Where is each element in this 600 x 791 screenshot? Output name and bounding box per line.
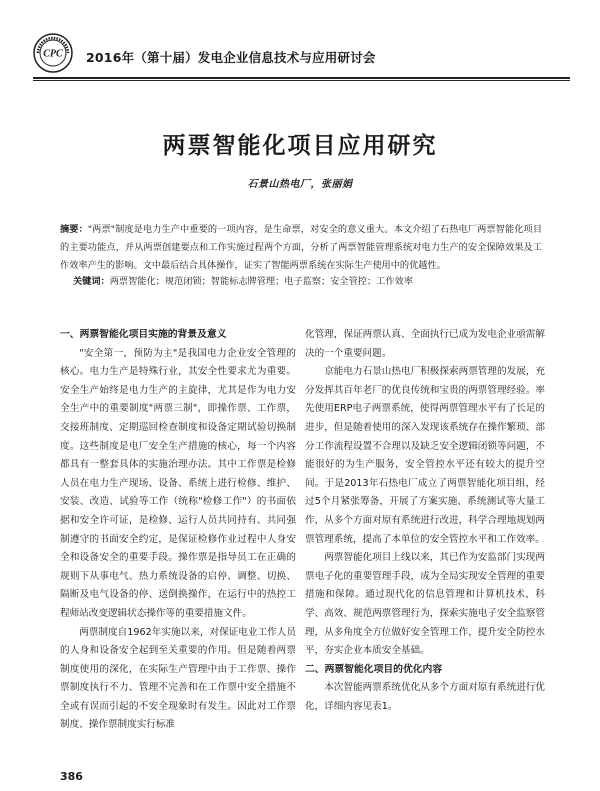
section-2-paragraph-1: 本次智能两票系统优化从多个方面对原有系统进行优化，详细内容见表1。 bbox=[305, 682, 545, 712]
section-1-paragraph-2: 两票制度自1962年实施以来，对保证电业工作人员的人身和设备安全起到至关重要的作用。但是随着两票制度使用的深化，在实际生产管理中由于工作票、操作票制度执行不力、管理不完善和在工作票中安全措施不全或有误而引起的不安全现象时有发生。因此对工作票制度、操作票制度实行标准 bbox=[60, 626, 296, 731]
article-title: 两票智能化项目应用研究 bbox=[162, 133, 438, 159]
header-divider bbox=[33, 77, 570, 79]
conference-logo-mark bbox=[33, 33, 73, 73]
left-column bbox=[60, 326, 296, 735]
abstract-text: "两票"制度是电力生产中重要的一项内容，是生命票，对安全的意义重大。本文介绍了石热电厂两票智能化项目的主要功能点，并从两票创建要点和工作实施过程两个方面，分析了两票智能管理系统对电力生产的安全保障效果及工作效率产生的影响。文中最后结合具体操作，证实了智能两票系统在实际生产使用中的优越性。 bbox=[60, 224, 543, 271]
section-1-paragraph-1: "安全第一，预防为主"是我国电力企业安全管理的核心。电力生产是特殊行业，其安全性要求尤为重要。安全生产始终是电力生产的主旋律，尤其是作为电力安全生产中的重要制度"两票三制"，即操作票、工作票，交接班制度、定期巡回检查制度和设备定期试验切换制度。这些制度是电厂安全生产措施的核心，每一个内容都具有一整套具体的实施治理办法。其中工作票是检修人员在电力生产现场、设备、系统上进行检修、维护、安装、改造、试验等工作（统称"检修工作"）的书面依据和安全许可证，是检修、运行人员共同持有、共同强制遵守的书面安全约定，是保证检修作业过程中人身安全和设备安全的重要手段。操作票是指导员工在正确的规则下从事电气、热力系统设备的启停、调整、切换、隔断及电气设备的停、送倒换操作，在运行中的热控工程师站改变逻辑状态操作等的重要措施文件。 bbox=[60, 347, 296, 619]
right-paragraph-2: 两票智能化项目上线以来，其已作为安监部门实现两票电子化的重要管理手段，成为全局实现安全管理的重要措施和保障。通过现代化的信息管理和计算机技术，科学、高效、规范两票管理行为，探索实施电子安全监察管理，从多角度全方位做好安全管理工作，提升安全防控水平，夯实企业本质安全基础。 bbox=[305, 552, 545, 657]
conference-logo bbox=[33, 33, 73, 73]
keywords-text: 两票智能化；规范闭锁；智能标志牌管理；电子监察；安全管控；工作效率 bbox=[109, 276, 413, 287]
keywords-label: 关键词： bbox=[73, 276, 110, 287]
abstract-label: 摘要： bbox=[60, 224, 88, 235]
right-paragraph-continued: 化管理，保证两票认真、全面执行已成为发电企业亟需解决的一个重要问题。 bbox=[305, 329, 545, 359]
article-author: 石景山热电厂，张丽娟 bbox=[247, 179, 353, 190]
section-2-heading: 二、两票智能化项目的优化内容 bbox=[305, 663, 443, 675]
conference-header-title: 2016年（第十届）发电企业信息技术与应用研讨会 bbox=[86, 50, 376, 65]
header-divider-thin bbox=[33, 80, 570, 81]
right-paragraph-1: 京能电力石景山热电厂积极探索两票管理的发展，充分发挥其百年老厂的优良传统和宝贵的两票管理经验。率先使用ERP电子两票系统，使得两票管理水平有了长足的进步，但是随着使用的深入发现该系统存在操作繁琐、部分工作流程设置不合理以及缺乏安全逻辑闭锁等问题，不能很好的为生产服务，安全管控水平还有较大的提升空间。于是2013年石热电厂成立了两票智能化项目组，经过5个月紧张筹备，开展了方案实施、系统测试等大量工作，从多个方面对原有系统进行改进，科学合理地规划两票管理系统，提高了本单位的安全管控水平和工作效率。 bbox=[305, 366, 545, 545]
abstract bbox=[60, 221, 542, 275]
svg-text:CPC: CPC bbox=[43, 48, 63, 60]
section-1-heading: 一、两票智能化项目实施的背景及意义 bbox=[60, 329, 227, 340]
page-number: 386 bbox=[60, 770, 83, 783]
keywords bbox=[73, 275, 543, 289]
right-column bbox=[305, 326, 545, 716]
